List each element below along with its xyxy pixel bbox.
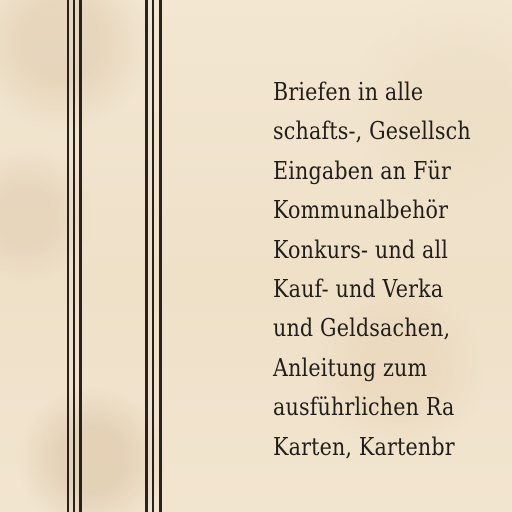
vertical-rule: [152, 0, 154, 512]
text-line: Kauf- und Verka: [273, 274, 444, 303]
text-line: Kommunalbehör: [273, 196, 449, 225]
text-line: schafts-, Gesellsch: [273, 117, 471, 146]
vertical-rule: [145, 0, 148, 512]
vertical-rule: [159, 0, 162, 512]
text-line: Anleitung zum: [273, 353, 428, 382]
vertical-rule: [73, 0, 75, 512]
text-line: ausführlichen Ra: [273, 393, 455, 422]
text-line: Eingaben an Für: [273, 156, 451, 185]
text-line: Briefen in alle: [273, 78, 424, 106]
text-line: und Geldsachen,: [273, 314, 451, 343]
text-column: [273, 73, 512, 467]
text-line: Konkurs- und all: [273, 235, 449, 264]
vertical-rule: [67, 0, 69, 512]
vertical-rule: [79, 0, 82, 512]
text-line: Karten, Kartenbr: [273, 432, 455, 461]
